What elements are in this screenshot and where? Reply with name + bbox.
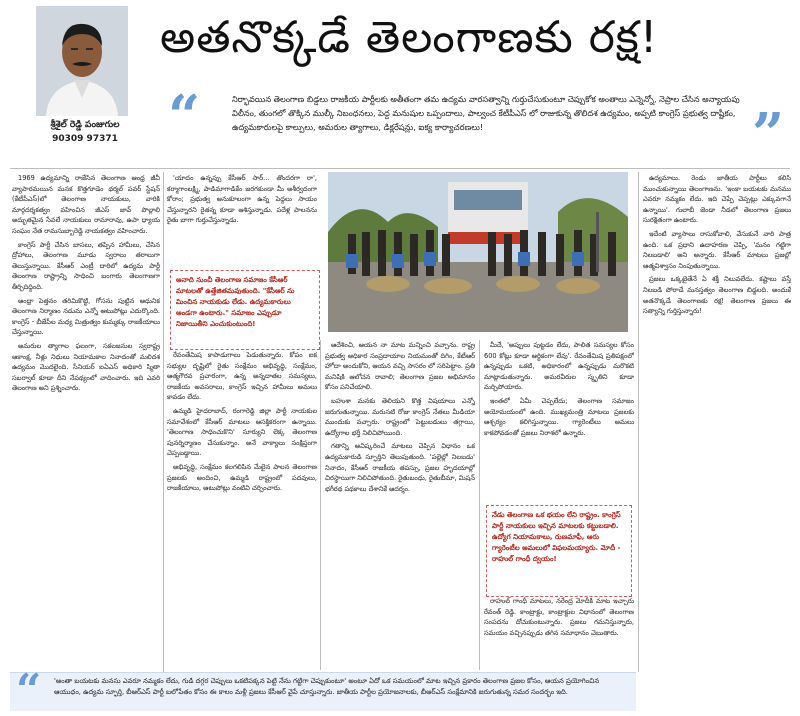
column-divider	[320, 340, 321, 670]
column-2-top	[167, 173, 317, 265]
column-divider	[163, 172, 164, 672]
column-1	[12, 173, 160, 663]
author-name: శ్రీశైల్ రెడ్డి పంజుగుల	[50, 120, 120, 130]
pull-quote-1	[170, 270, 320, 350]
column-5	[643, 173, 791, 708]
col3-paragraph: బహుశా మనకు తెలియని కొత్త విషయాలు ఎన్నో జరుగుతున్నాయి. మరుసటి రోజు కాంగ్రెస్ నేతలు మీడియా ముందుకు వచ్చారు. రాష్ట్రంలో పెట్టుబడులు తగ్గాయి, ఉద్యోగాల భర్తీ నిలిచిపోయింది.	[325, 396, 475, 437]
col1-paragraph: కాంగ్రెస్ పార్టీ చేసిన బాసలు, తప్పిన హామీలు, చేసిన ద్రోహాలు, తెలంగాణ మూడు స్వరాలు తరాలుగా తెలుస్తున్నాయి. కేసీఆర్ ఎంట్రీ దారిలో ఉద్యమ పార్టీ తెలంగాణ రాష్ట్రాన్ని సాధించి బంగారు తెలంగాణగా తీర్చిదిద్దింది.	[12, 240, 160, 291]
bottom-quote-text: 'అంతా బయటకు మనసు ఎవరూ నమ్మకం లేదు, గుడి దగ్గర చెప్పులు ఒకటిపక్కన పెట్టి నేను గట్టిగా చెప్పుకుంటూ' అంటూ ఏదో ఒక సమయంలో మాట ఇచ్చిన ప్రకారం తెలంగాణ ప్రజల కోసం, ఆయన ప్రయోగించిన ఆయుధం, ఉద్యమ స్ఫూర్తి, బీఆర్ఎస్ పార్టీ బలోపేతం కోసం ఈ కాలం మళ్లీ ప్రజలు కేసీఆర్ వైపే చూస్తున్నారు. జాతీయ పార్టీల ప్రయోజనాలకు, బీఆర్ఎస్ సంక్షేమానికి జరుగుతున్న సమర సందర్భం ఇది.	[54, 677, 600, 696]
column-3	[325, 340, 475, 662]
col2-paragraph: ఉమ్మడి హైదరాబాద్, రంగారెడ్డి జిల్లా పార్టీ నాయకుల సమావేశంలో కేసీఆర్ మాటలు ఆసక్తికరంగా ఉన్నాయి. 'తెలంగాణ సాధించుకొని' సూర్యుని లెక్క తెలంగాణ పునర్నిర్మాణం చేసుకున్నాం. అనే వాక్యాలు సంక్షిప్తంగా చెప్పబడ్డాయి.	[167, 406, 317, 458]
headline: అతనొక్కడే తెలంగాణకు రక్ష!	[160, 12, 659, 63]
column-4-top	[484, 340, 634, 500]
intro-close-quote-icon: ”	[752, 101, 785, 167]
col5-paragraph: ప్రజలు ఒక్కటైతేనే ఏ శక్తీ నిలువలేదు. కష్టాలు వస్తే నిలబడి పోరాడే మనస్తత్వం తెలంగాణ బిడ్డలది. అందుకే అతనొక్కడే తెలంగాణకు రక్ష! తెలంగాణ ప్రజలు ఈ సత్యాన్ని గుర్తిస్తున్నారు!	[643, 275, 791, 316]
col4-paragraph: మీదే, 'అప్పులు పుట్టడం లేదు, పాలిత సమస్యల కోసం 600 కోట్లు కూడా ఆర్థికంగా లేవు'. రేవంతేమిష ప్రతిపక్షంలో ఉన్నప్పుడు ఒకటి, అధికారంలో ఉన్నప్పుడు మరొకటి మాట్లాడుతున్నారు. అమరవీరుల స్మృతిని కూడా మర్చిపోయారు.	[484, 341, 634, 392]
column-4-bottom	[484, 596, 634, 662]
column-divider	[638, 172, 639, 672]
col3-paragraph: గతాన్ని ఆవిష్కరించే మాటలు చెప్పిన విధానం ఒక ఉద్యమకారుడి స్ఫూర్తిని తెలుపుతుంది. 'పల్లెల్లో నిలబడు' నినాదం, కేసీఆర్ రాజకీయ తపస్సు, ప్రజల హృదయాల్లో చిరస్థాయిగా నిలిచిపోతుంది. రైతుబంధు, రైతుబీమా, మిషన్ భగీరథ పథకాలు దేశానికే ఆదర్శం.	[325, 442, 475, 493]
author-phone: 90309 97371	[52, 134, 118, 144]
intro-open-quote-icon: “	[168, 83, 201, 149]
top-divider	[10, 168, 790, 169]
col2-paragraph: 'యాదం ఉన్నప్పు కేసీఆర్ సార్... తొందరగా రా', కర్మాగాంలక్ష్మి, పాడిమాగాడికేం జరగకుండా మీ అశీర్వదంగా కోరాం; ప్రభుత్వ అనుకూలంగా ఉన్న పెద్దలు సాయం చేస్తున్నారని రైతన్న కూడా ఆశిస్తున్నాడు. పదేళ్ల పాలనను రైతు బాగా గుర్తుచేస్తున్నాడు.	[167, 174, 317, 225]
col3-paragraph: ఆదేశించి, ఆయన నా మాట మన్నించి వచ్చాను. రాష్ట్ర ప్రభుత్వ అధికార సంప్రదాయాల నియమంతో దిగిం, కేటీఆర్ హోదా అందుకోని, ఆయన వచ్చి సాసరం లో సరిపెట్టాం. ప్రతి మనిషికి ఆలోచన రావాలి; తెలంగాణ ప్రజల అభిమానం కోసం పనిచేయాలి.	[325, 341, 475, 392]
col2-paragraph: అభివృద్ధి, సంక్షేమం కలగలిపిన మేలైన పాలన తెలంగాణ ప్రజలకు అందించి, ఉమ్మడి రాష్ట్రంలో పదవులు, రాజకీయాలు, ఆటుపోట్లు వంటివి చర్చించారు.	[167, 462, 317, 493]
intro-paragraph: నిర్భావయిన తెలంగాణ బిడ్డలు రాజకీయ పార్టీలకు అతీతంగా తమ ఉద్యమ వారసత్వాన్ని గుర్తుచేసుకుంటూ చెప్పుకోక అంతాలు ఎన్నెన్నో, నెప్రాల చేసిన అన్యాయపు విలీనం, తుంగలో తొక్కిన ముల్కీ నిబంధనలు, పెద్ద మనుషుల ఒప్పందాలు, పాల్వంచ కేటీపీఎస్ లో రాజుకున్న తొలిదశ ఉద్యమం, అప్పటి కాంగ్రెస్ ప్రభుత్వ దాష్టీకం, ఉద్యమకారులపై కాల్పులు, అమరుల త్యాగాలు, డిక్లరేషన్లు, ఐక్య కార్యాచరణలు!	[232, 94, 740, 132]
col1-paragraph: 1969 ఉద్యమాన్ని రాజేసిన తెలంగాణ ఆంధ్ర జీవీ వ్యాపారమయిన మనక కొత్తగూడెం థర్మల్ పవర్ స్టేషన్ (కేటీపీఎస్)లో తెలంగాణ నాయకులు, వారికి మార్గదర్శకత్వం వహించిన జీఎస్ జావ్ పొల్లాలి అద్భుతమైన సేవలే నాయకులు రామారావు, ఉపా ధ్యాయ సంఘం నేత రామసుబ్బారెడ్డి నాయకత్వం వహించారు.	[12, 174, 160, 235]
author-photo	[36, 6, 128, 116]
col4-paragraph: రాహుల్ గాంధీ మాటలు, నరేంద్ర మోదీకి మాట ఇచ్చారు రేవంత్ రెడ్డి. కాంట్రాక్టు, కాంట్రాక్టుల విధానంలో తెలంగాణ సంపదను దోచుకుంటున్నారు. ప్రజలు గమనిస్తున్నారు, సమయం వచ్చినప్పుడు తగిన సమాధానం చెబుతారు.	[484, 597, 634, 637]
protest-photo	[328, 172, 628, 332]
col4-paragraph: ఇంతలో ఏమీ చెప్పలేదు; తెలంగాణ సమాజం అయోమయంలో ఉంది. ముఖ్యమంత్రి మాటలు ప్రజలకు ఆశ్చర్యం కలిగిస్తున్నాయి. గ్యారెంటీలు అమలు కాకపోవడంతో ప్రజలు నిరాశలో ఉన్నారు.	[484, 396, 634, 437]
col2-paragraph: రేవంతేమిష కాపాడుగాలు పెడుతున్నారు. కోపం ఐక సభ్యుల దృష్టిలో రైతు సంక్షేమం అభివృద్ధి, సంక్షేమం, ఆత్మగౌరవ ప్రచారంగా, ఉన్న అన్నదాతల సమస్యలు, రాజకీయ అవసరాలు, కాంగ్రెస్ ఇచ్చిన హామీలు అమలు కావడం లేదు.	[167, 351, 317, 402]
pull-quote-2-text: నేడు తెలంగాణ ఒక భయం లేని రాష్ట్రం. కాంగ్రెస్ పార్టీ నాయకులు ఇచ్చిన మాటలకు కట్టుబడాలి. ఉద్యోగ నియామకాలు, రుణమాఫీ, ఆరు గ్యారెంటీల అమలులో విఫలమయ్యారు. మోదీ - రాహుల్ గాంధీ ద్వయం!	[492, 511, 621, 563]
col5-paragraph: ఉద్యమాలు. రెండు జాతీయ పార్టీలు కలిసి ముంచుకున్నాయి తెలంగాణను. 'ఇంకా బయటకు మనము ఎవరూ నమ్మకం లేదు. ఇది చెప్పే చెప్పట్లు ఎక్కువగానే ఉన్నాయి'. గులాబీ జెండా నీడలో తెలంగాణ ప్రజలు సురక్షితంగా ఉంటారు.	[643, 174, 791, 225]
column-divider	[479, 340, 480, 670]
column-2-bottom	[167, 350, 317, 662]
bottom-open-quote-icon: “	[16, 665, 42, 716]
col1-paragraph: అమరుల త్యాగాల ఫలంగా, సకలజనుల స్వరాష్ట్ర ఆకాంక్ష, నీళ్లు నిధులు నియామకాల నినాదంతో మలిదశ ఉద్యమం మొదలైంది. సీనియర్ ఐఏఎస్ అధికారి స్మితా సబర్వాల్ కూడా దీని నేపథ్యంలో వాదించారు. ఇది ఎవరి తెలంగాణ అని ప్రశ్నించారు.	[12, 341, 160, 393]
pull-quote-1-text: అనాది నుంచీ తెలంగాణ సమాజం కేసీఆర్ మాటలతో ఉత్తేజితమవుతుంది. "కేసీఆర్ ను మించిన నాయకుడు లేడు. ఉద్యమకారులు అండగా ఉంటారు." సమాజం ఎప్పుడూ నిజాయితీని ఎంచుకుంటుంది!	[176, 276, 295, 328]
bottom-quote-box	[10, 665, 636, 716]
pull-quote-2	[486, 505, 632, 597]
col1-paragraph: ఆంధ్రా పెత్తనం తరిమికొట్టి, గోసను పుట్టిన ఆధునిక తెలంగాణ నిర్మాణం నడుమ ఎన్నో ఆటుపోట్లు ఎదుర్కొంది. కాంగ్రెస్ - బీజేపీల మధ్య మిత్రుత్వం కుమ్మక్కు రాజకీయాలు చేస్తున్నాయి.	[12, 296, 160, 337]
col5-paragraph: ఇదేంటి వ్యాసాలు రాసుకోవాలి, వేసుకునే వారి పాత్ర ఉంది. ఒక ప్రధాని ఉదాహరణ చెప్పి, 'మనం గట్టిగా నిలబడాలి' అని అన్నారు. కేసీఆర్ మాటలు ప్రజల్లో ఆత్మవిశ్వాసం నింపుతున్నాయి.	[643, 229, 791, 270]
